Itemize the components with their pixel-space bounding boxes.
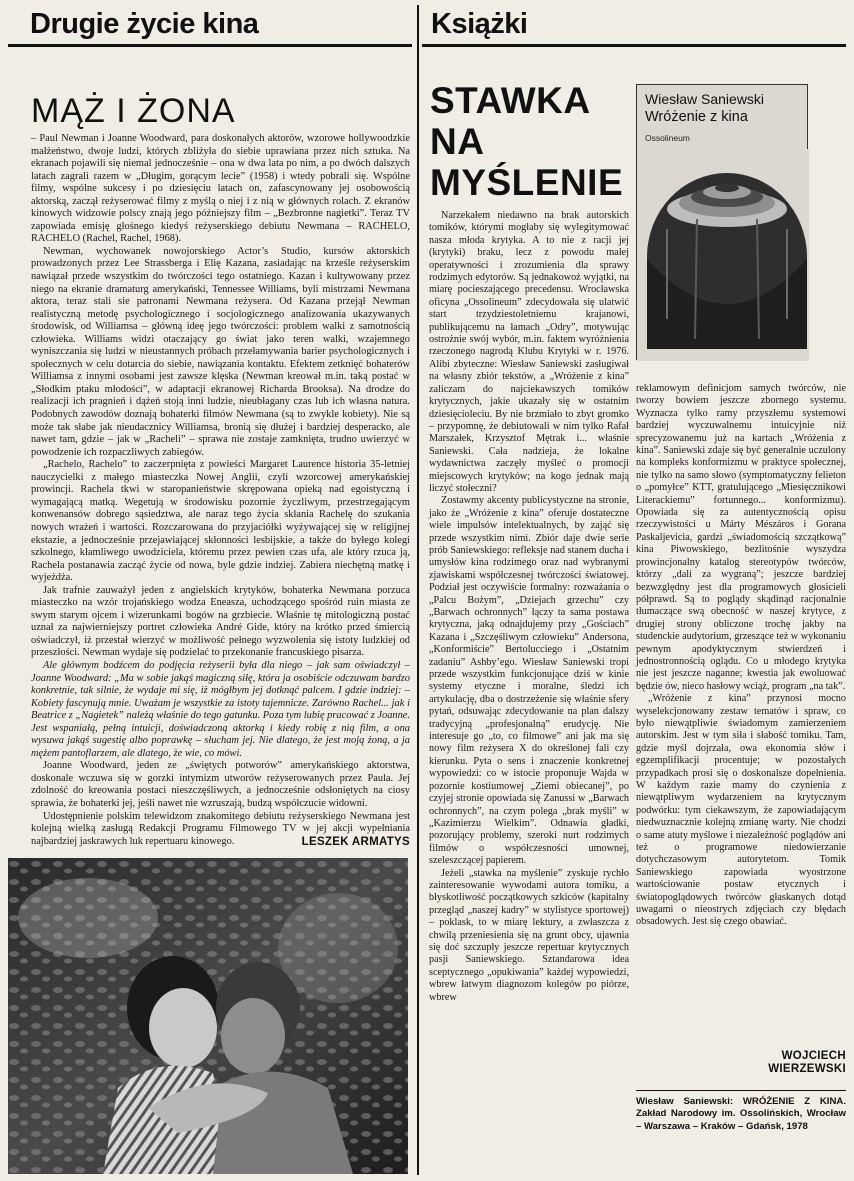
article-title-right-line2: NA [430,121,485,162]
paragraph: „Rachelo, Rachelo” to zaczerpnięta z powieści Margaret Laurence historia 35-letniej nauczycielki z małego miasteczka Nowej Anglii, czyli wzorcowej amerykańskiej prowincji. Rachela tkwi w staropanieństwie skrępowana opieką nad egoistyczną i wymagającą matką. Wegetują w środowisku pozornie życzliwym, przestrzegającym konwenansów dobrego sąsiedztwa, ale naraz tego życia skłania Rachelę do szukania nowych wrażeń i wartości. Rozczarowana do przyjaciółki wyżywającej się w religijnej ekstazie, a jednocześnie przejawiającej skłonności lesbijskie, a także do byłego kolegi szkolnego, kłamliwego uwodziciela, któremu przez pewien czas ufa, ale który rzuca ją, Rachela postanawia zacząć życie od nowa, byle gdzie indziej. Zabiera niechętną matkę i wyjeżdża. [31,459,410,584]
book-caption: Wiesław Saniewski: WRÓŻENIE Z KINA. Zakład Narodowy im. Ossolińskich, Wrocław – Warszawa – Kraków – Gdańsk, 1978 [636,1096,846,1132]
caption-rule [636,1090,846,1091]
paragraph: Narzekałem niedawno na brak autorskich tomików, którymi mogłaby się wylegitymować nasza młoda krytyka. A to nie z racji jej (krytyki) braku, lecz z powodu małej operatywności i zrozumienia dla sprawy rodzimych edytorów. Są jednakowoż wyjątki, na miarę pocieszającego precedensu. Wrocławska oficyna „Ossolineum” zdecydowała się ulatwić start trzydziestoletniemu krajanowi, publikującemu na łamach „Odry”, motywując ostrożnie swój wybór, m.in. faktem wyróżnienia rzeczonego nagrodą Klubu Krytyki w r. 1976. Alibi zbyteczne: Wiesław Saniewski zasługiwał na własny zbiór tekstów, a „Wróżenie z kina” zaliczam do najciekawszych tomików krytycznych, jakie ukazały się w ostatnim dziesięcioleciu. By nie brzmiało to zbyt gromko – przypomnę, że debiutowali w nim tylko Rafał Marszałek, Krzysztof Mętrak i... właśnie Saniewski. Cała nadzieja, że lokalne wydawnictwa zaczęły myśleć o promocji miejscowych krytyków; na kogo jednak mają liczyć stołeczni? [429,210,629,494]
paragraph: reklamowym definicjom samych twórców, nie tworzy bowiem jeszcze zbornego systemu. Wyznacza tylko ramy przyszłemu systemowi bardziej wyczuwalnemu intuicyjnie niż sprecyzowanemu już na kartach „Wróżenia z kina”. Saniewski zdaje się być generalnie uczulony na kompleks konformizmu w praktyce społecznej, nie tylko na samo słowo (symptomatyczny felieton o „pomyłce” KTT, gratulującego „Miesięcznikowi Literackiemu” fortunnego... konformizmu). Opowiada się za autentycznością opisu rzeczywistości u Márty Mészáros i Gorana Paskaljevicia, gardzi „świadomością szczątkową” kina Piwowskiego, bezlitośnie wyszydza prowincjonalny katalog stereotypów twórców, którzy „dali za wygraną”; jeszcze bardziej bezwzględny jest dla programowych głosicieli półprawd. Są to poglądy skądinąd racjonalnie tłumaczące swą obecność w naszej krytyce, z drugiej strony obliczone trochę jakby na studenckie audytorium, grzeszące też w wykonaniu pewnym apodyktycznym stwierdzeń i jednostronnością oglądu. Co u młodego krytyka nie jest jeszcze naganne; kwestia jak ewoluować będzie ów, nieco hasłowy wciąż, program „na tak”. [636,383,846,692]
paragraph: Udostępnienie polskim telewidzom znakomitego debiutu reżyserskiego Newmana jest kolejną wielką zasługą Redakcji Programu Filmowego TV w jej akcji wypełniania najbardziej jaskrawych luk repertuaru kinowego. [31,810,410,847]
article-title-left: MĄŻ I ŻONA [31,92,236,130]
section-label-left: Drugie życie kina [30,8,259,40]
article-author-right-line2: WIERZEWSKI [768,1063,846,1075]
paragraph: „Wróżenie z kina” przynosi mocno wyselekcjonowany zestaw tematów i spraw, co było niewątpliwie świadomym zamierzeniem autorskim. Jest w tym siła i słabość tomiku. Tam, gdzie myśl dojrzała, owa ekonomia słów i egzemplifikacji procentuje; w pozostałych przypadkach prosi się o doskonalsze dopełnienia. W każdym razie mamy do czynienia z niewątpliwym wydarzeniem na krytycznym podwórku: tym ciekawszym, że zapowiadającym niedwuznacznie kolejną zmianę warty. Nie chodzi o same atuty myślowe i niezależność poglądów ani też o programowe niedowierzanie dotychczasowym autorytetom. Tomik Saniewskiego zapowiada wyostrzone wartościowanie postaw etycznych i światopoglądowych twórców głaskanych dotąd uwagami o nieostrych zdjęciach czy błędach obsadowych. Jest się czego obawiać. [636,693,846,928]
article-body-right-col2 [636,383,846,1030]
paragraph: Zostawmy akcenty publicystyczne na stronie, jako że „Wróżenie z kina” oferuje dostateczne wiele impulsów intelektualnych, by zająć się przede wszystkim nimi. Zbiór daje dwie serie prób Saniewskiego: refleksje nad stanem ducha i umysłów kina rodzimego oraz nad wybranymi zjawiskami współczesnej twórczości światowej. Podział jest oczywiście formalny: rozważania o „Palcu Bożym”, „Dziejach grzechu” czy „Barwach ochronnych” łączy ta sama postawa krytyczna, jaką odnajdujemy przy „Gościach” Kazana i „Szczęśliwym człowieku” Andersona, „Konformiście” Bertolucciego i „Ostatnim zadaniu” Ashby’ego. Wiesław Saniewski tropi przede wszystkim funkcjonujące dziś w kinie systemy etyczne i moralne, śledzi ich artykulację, dba o dostrzeżenie się właśnie sfery pytań, odsuwając zdecydowanie na plan dalszy tradycyjną „profesjonalną” erudycję. Nie interesuje go „to, co filmowe” ani jak ma się nowy film reżysera X do określonej fali czy kierunku. Pyta o sens i znaczenie konkretnej wypowiedzi: co w istocie proponuje Wajda w pozornie kostiumowej „Ziemi obiecanej”, po czyjej stronie opowiada się Zanussi w „Barwach ochronnych”, na czym polega „brak myśli” w „Kazimierzu Wielkim”. Odnawia gładki, pozorujący problemy, szeroki nurt rodzimych filmów o współczesności umownej, szeleszczącej papierem. [429,495,629,867]
paragraph: Newman, wychowanek nowojorskiego Actor’s Studio, kursów aktorskich prowadzonych przez Lee Strassberga i Elię Kazana, zasiadając na krześle reżyserskim nawiązał przede wszystkim do twórczości tego ostatniego. Kazan i kultywowany przez niego na ekranie dramaturg amerykański, Tennessee Williams, byli mistrzami Newmana aktora, teraz stali sie patronami Newmana reżysera. Od Kazana przejął Newman realistyczną metodę psychologicznego i socjologicznego analizowania ukazywanych środowisk, od Williamsa – główną ideę jego twórczości: problem walki z samotnością człowieka. Williams widzi otaczający go świat jako teren walki, wzajemnego wyniszczania się ludzi w nieustannych próbach przełamywania barier psychologicznych i społecznych w celu dotarcia do siebie, nawiązania kontaktu. Efektem zetknięć bohaterów Williamsa z innymi osobami jest zawsze klęska (Newman kreował m.in. taką postać w „Słodkim ptaku młodości”, w adaptacji ekranowej Richarda Brooksa). Na drodze do realizacji ich pragnień i dążeń stoją inni ludzie, nieubłagany czas lub ich własna natura. Podobnych zawodów doznają bohaterki filmów Newmana (są to zwykle kobiety). Nie są może tak słabe jak nieudacznicy Williamsa, bronią się dłużej i bardziej desperacko, ale nawet tam, gdzie – jak w „Racheli” – sprawa nie zostaje zamknięta, trudno uwierzyć w powodzenie ich rozpaczliwych zabiegów. [31,245,410,458]
paragraph: – Paul Newman i Joanne Woodward, para doskonałych aktorów, wzorowe hollywoodzkie małżeństwo, dwoje ludzi, których zbliżyła do siebie uprawiana przez nich sztuka. Na ekranach pojawili się niemal jednocześnie – ona w dwa lata po nim, a po dwóch dalszych latach zagrali razem w „Długim, gorącym lecie” (1958) i wtedy pobrali się. Wspólne filmy, wspólne sukcesy i po dziesięciu latach on, zafascynowany jej osobowością aktorską, zaczął reżyserować filmy z myślą o niej i z nią w głównych rolach. Z ekranów kinowych widzowie polscy znają jego późniejszy film – „Bezbronne nagietki”. Teraz TV zapowiada emisję głośnego kiedyś reżyserskiego debiutu Newmana – RACHELO, RACHELO (Rachel, Rachel, 1968). [31,133,410,245]
paragraph: Jak trafnie zauważył jeden z angielskich krytyków, bohaterka Newmana porzuca miasteczko na wzór trojańskiego wodza Eneasza, uchodzącego spośród ruin miasta ze swym starym ojcem i wizerunkami bogów na grzbiecie. Właśnie tę mitologiczną postać uznał za najwierniejszy portret człowieka André Gide, który na krótko przed śmiercią oświadczył, iż przestał wierzyć w możliwość pełnego wyzwolenia się istoty ludzkiej od przeszłości. Newman wydaje się podzielać to przekonanie francuskiego pisarza. [31,584,410,659]
article-body-right-col1 [429,210,629,1145]
article-title-right-line3: MYŚLENIE [430,162,624,203]
section-label-right: Książki [431,8,528,40]
film-still-image [8,858,408,1174]
paragraph: Jeżeli „stawka na myślenie” zyskuje rychło zainteresowanie wywodami autora tomiku, a błyskotliwość początkowych szkiców (kapitalny przegląd „naszej kadry” w stylistyce sportowej) – poklask, to w miarę lektury, a zwłaszcza z chwilą przeniesienia się na grunt obcy, ujawnia się doć szczupły jeszcze repertuar krytycznych pasji Saniewskiego. Sztandarowa idea sceptycznego „opukiwania” każdej wypowiedzi, wbrew łatwym diagnozom kolegów po piórze, wbrew [429,867,629,1003]
cover-author: Wiesław Saniewski [645,91,765,107]
paragraph: Joanne Woodward, jeden ze „świętych potworów” amerykańskiego aktorstwa, doskonale wczuwa się w gorzki intymizm utworów reżyserowanych przez Paula. Jej zdolność do kreowania postaci nieszczęśliwych, a jednocześnie odsłoniętych na ciosy sprawia, że bohaterki jej, jeśli nawet nie wzruszają, budzą współczucie widowni. [31,760,410,809]
section-rule-right [422,44,846,47]
book-cover [636,84,808,360]
paragraph: Ale głównym bodźcem do podjęcia reżyserii była dla niego – jak sam oświadczył – Joanne Woodward: „Ma w sobie jakąś magiczną siłę, która ja osobiście odczuwam bardzo konkretnie, tak silnie, że wydaje mi się, iż mógłbym jej dotknąć palcem. I gdzie indziej: – Kobiety fascynują mnie. Uważam je wszystkie za istoty tajemnicze. Zarówno Rachel... jak i Beatrice z „Nagietek” należą właśnie do tego gatunku. Poza tym lubię pracować z Joanne. Jest wspaniałą, pełną intuicji, doświadczoną aktorką i kiedy robię z nią film, a ona wysuwa jakąś sugestię albo poprawkę – słucham jej. Nie dlatego, że jest moją żoną, a ja mężem pantoflarzem, ale dlatego, że wie, co mówi. [31,659,410,759]
column-divider [417,5,419,1175]
cover-art-image [637,149,809,361]
cover-publisher: Ossolineum [645,133,690,143]
article-title-right-line1: STAWKA [430,80,591,121]
article-author-left: LESZEK ARMATYS [301,836,410,848]
film-still-photo [8,858,408,1174]
cover-title: Wróżenie z kina [645,109,748,125]
section-rule-left [8,44,412,47]
article-author-right-line1: WOJCIECH [781,1050,846,1062]
